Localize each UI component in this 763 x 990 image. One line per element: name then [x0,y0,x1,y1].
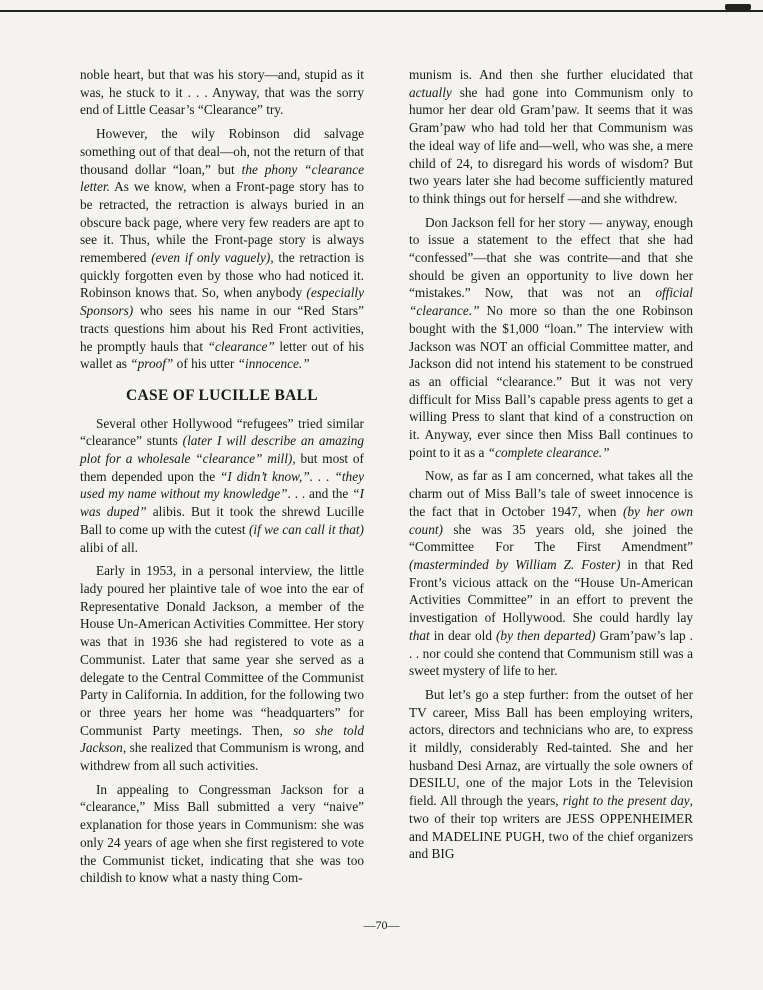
text-run: munism is. And then she further elucidated that [409,67,693,82]
italic-text-run: “I didn’t know,”. . . “they used my name without my knowledge” [80,468,365,502]
italic-text-run: (masterminded by William Z. Foster) [409,556,621,572]
italic-text-run: “proof” [130,356,174,372]
paragraph [409,467,693,679]
text-run: she realized that Communism is wrong, and withdrew from all such activities. [80,740,364,774]
italic-text-run: that [409,627,430,643]
text-run: Don Jackson fell for her story — anyway, enough to issue a statement to the effect that she had “confessed”—that she was contrite—and that she should be given an opportunity to live down her “mistakes.” Now, that was not an [409,214,693,301]
paragraph [409,686,693,863]
text-run: But let’s go a step further: from the outset of her TV career, Miss Ball has been employing writers, actors, directors and technicians who are, to express it mildly, considerably Red-tainted. She and her husband Desi Arnaz, are virtually the sole owners of DESILU, one of the major Lots in the Television field. All through the years, [409,686,693,809]
text-run: Now, as far as I am concerned, what takes all the charm out of Miss Ball’s tale of sweet innocence is the fact that in October 1947, when [409,468,693,519]
paragraph [80,125,364,373]
text-run: alibis. But it took the shrewd Lucille Ball to come up with the cutest [80,504,364,537]
page-number: —70— [363,918,400,932]
italic-text-run: “clearance” [207,338,275,354]
paragraph [80,415,364,557]
italic-text-run: “complete clearance.” [487,444,610,460]
text-run: However, the wily Robinson did salvage something out of that deal—oh, not the return of that thousand dollar “loan,” but [80,126,364,177]
text-run: she had gone into Communism only to humor her dear old Gram’paw. It seems that it was Gram’paw who had told her that Communism was the ideal way of life and—well, who was she, a mere child of 24, to disregard his words of wisdom? But two years later she had become sufficiently matured to think things out for herself —and she withdrew. [409,84,693,206]
text-run: , the retraction is quickly forgotten even by those who had noticed it. Robinson knows that. So, when anybody [80,250,365,301]
text-run: alibi of all. [80,539,138,555]
paragraph [80,781,364,887]
italic-text-run: so she told Jackson, [80,722,364,756]
paragraph [409,66,693,208]
section-heading: CASE OF LUCILLE BALL [126,386,318,404]
paragraph [80,562,364,774]
text-run: No more so than the one Robinson bought with the $1,000 “loan.” The interview with Jackson was NOT an official Committee matter, and Jackson did not intend his statement to be construed as an official “clearance.” But it was not very difficult for Miss Ball’s capable press agents to get a willing Press to slant that kind of a construction on it. Anyway, ever since then Miss Ball continues to point to it as a [409,303,693,460]
right-column [409,66,693,869]
top-border-rule [0,0,763,12]
text-run: of his utter [173,356,238,372]
text-run: In appealing to Congressman Jackson for a “clearance,” Miss Ball submitted a very “naive” explanation for those years in Communism: she was only 24 years of age when she first registered to vote the Communist ticket, indicating that she was too childish to know what a nasty thing Com- [80,781,364,886]
text-run: in that Red Front’s vicious attack on the “House Un-American Activities Committee” in an effort to prevent the investigation of Hollywood. She could hardly lay [409,556,693,626]
italic-text-run: actually [409,84,452,100]
text-run: noble heart, but that was his story—and, stupid as it was, he stuck to it . . . Anyway, that was the sorry end of Little Ceasar’s “Clearance” try. [80,67,364,118]
italic-text-run: (by then departed) [496,627,596,643]
italic-text-run: (later I will describe an amazing plot for a wholesale “clearance” mill), [80,433,365,467]
italic-text-run: right to the present day [562,793,690,809]
text-run: , two of their top writers are JESS OPPENHEIMER and MADELINE PUGH, two of the chief organizers and BIG [409,793,693,862]
paragraph [80,66,364,119]
text-run: As we know, when a Front-page story has to be retracted, the retraction is always buried in an obscure back page, where very few readers are apt to see it. Thus, while the Front-page story is always remembered [80,179,364,266]
paragraph [409,214,693,462]
text-run: she was 35 years old, she joined the “Committee For The First Amendment” [409,521,693,555]
text-run: who sees his name in our “Red Stars” tracts questions him about his Red Front activities, he promptly hauls that [80,303,364,354]
italic-text-run: “I was duped” [80,486,364,520]
text-run: . . . and the [287,486,353,502]
text-run: Several other Hollywood “refugees” tried similar “clearance” stunts [80,415,364,449]
italic-text-run: (even if only vaguely) [151,250,271,266]
text-run: Early in 1953, in a personal interview, the little lady poured her plaintive tale of woe into the ear of Representative Donald Jackson, a member of the House Un-American Activities Committee. Her story was that in 1936 she had registered to vote as a Communist. Later that same year she served as a delegate to the Central Committee of the Communist Party in California. In addition, for the following two or three years her home was “headquarters” for Communist Party meetings. Then, [80,563,364,738]
text-run: in dear old [429,627,496,643]
italic-text-run: the phony “clearance letter. [80,161,364,195]
italic-text-run: (by her own count) [409,503,693,537]
text-run: letter out of his wallet as [80,338,364,372]
italic-text-run: (especially Sponsors) [80,285,364,319]
text-run: but most of them depended upon the [80,451,364,484]
italic-text-run: (if we can call it that) [248,521,364,537]
italic-text-run: “innocence.” [237,356,310,372]
text-run: Gram’paw’s lap . . . nor could she contend that Communism still was a sweet mystery of life to her. [409,627,693,679]
left-column [80,66,364,893]
italic-text-run: official “clearance.” [409,285,693,319]
